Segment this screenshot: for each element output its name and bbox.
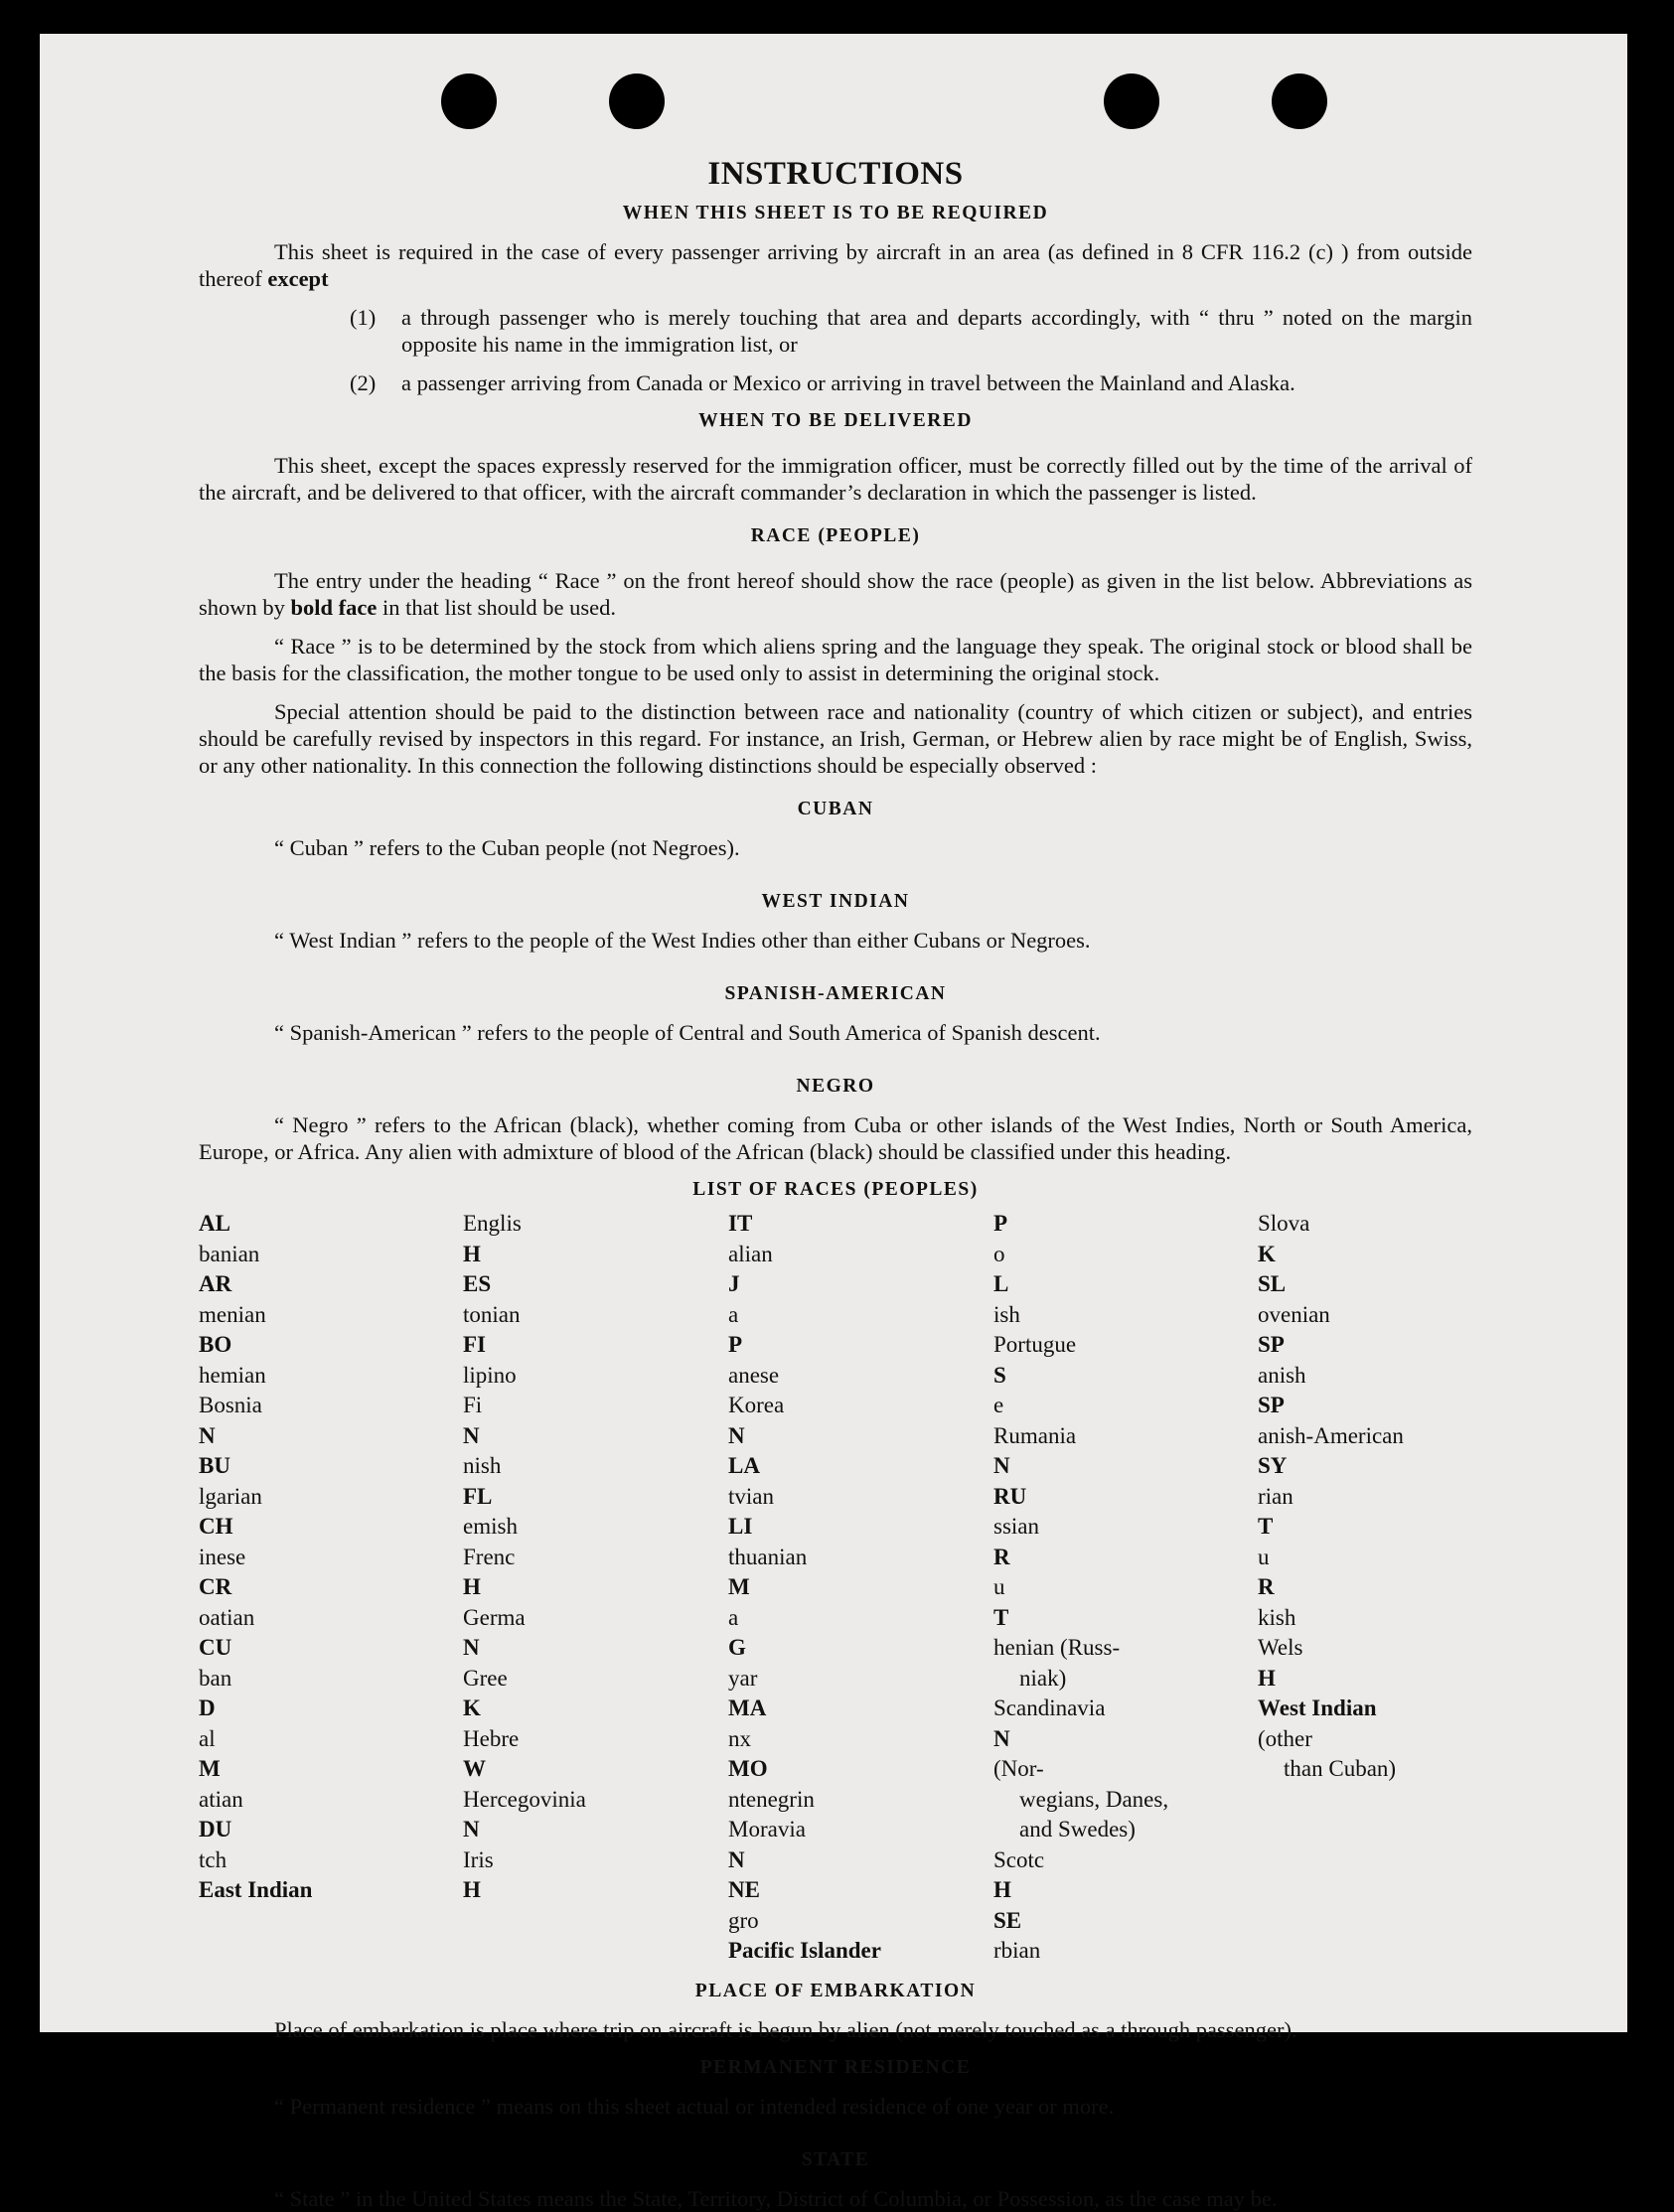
race-text: alian	[728, 1241, 773, 1266]
punch-hole	[441, 74, 497, 129]
race-entry	[199, 1815, 463, 1875]
race-abbrev: LI	[728, 1514, 753, 1539]
race-text: e	[993, 1393, 1004, 1417]
race-abbrev: P	[993, 1211, 1008, 1236]
exception-item	[350, 304, 1472, 358]
race-text: gro	[728, 1907, 759, 1933]
heading-negro: NEGRO	[796, 1076, 875, 1097]
race-text: ovenian	[1258, 1301, 1330, 1327]
race-abbrev: H	[463, 1241, 481, 1266]
race-abbrev: H	[463, 1877, 481, 1902]
race-entry	[993, 1330, 1258, 1421]
race-text: hemian	[199, 1362, 266, 1388]
race-entry	[993, 1482, 1258, 1543]
race-text: tonian	[463, 1301, 521, 1327]
race-text: rian	[1258, 1483, 1294, 1509]
race-entry	[993, 1845, 1258, 1906]
race-text: lgarian	[199, 1483, 262, 1509]
race-entry	[199, 1875, 463, 1906]
race-text: ish	[993, 1301, 1020, 1327]
race-text: Gree	[463, 1665, 508, 1691]
race-abbrev: N	[993, 1453, 1010, 1478]
race-text: anese	[728, 1362, 780, 1388]
race-entry	[728, 1815, 993, 1875]
heading-race: RACE (PEOPLE)	[750, 525, 921, 546]
race-entry	[463, 1664, 728, 1724]
race-text: Rumania	[993, 1422, 1077, 1448]
race-abbrev: D	[199, 1696, 216, 1720]
para-west-indian: “ West Indian ” refers to the people of the West Indies other than either Cubans or Negroes.	[274, 928, 1091, 953]
race-text: ssian	[993, 1514, 1039, 1539]
race-entry	[1258, 1330, 1472, 1391]
race-abbrev: G	[728, 1635, 746, 1660]
para-race-2: “ Race ” is to be determined by the stock from which aliens spring and the language they speak. The original stock or blood shall be the basis for the classification, the mother tongue to be used only to assist in determining the original stock.	[199, 634, 1472, 685]
race-text: Englis	[463, 1211, 522, 1236]
para-when-required: This sheet is required in the case of every passenger arriving by aircraft in an area (as defined in 8 CFR 116.2 (c) ) from outside thereof except	[199, 239, 1472, 291]
race-entry	[993, 1815, 1258, 1845]
race-text: than Cuban)	[1284, 1756, 1397, 1781]
race-entry	[993, 1209, 1258, 1330]
race-text: inese	[199, 1544, 246, 1569]
race-entry	[463, 1785, 728, 1845]
race-abbrev: ES	[463, 1271, 492, 1296]
race-entry	[1258, 1391, 1472, 1451]
race-text: anish	[1258, 1362, 1306, 1388]
race-text: henian (Russ-	[993, 1635, 1121, 1660]
race-abbrev: M	[728, 1574, 750, 1599]
race-entry	[1258, 1512, 1472, 1633]
para-race-1: The entry under the heading “ Race ” on the front hereof should show the race (people) as given in the list below. Abbreviations as shown by bold face in that list should be used.	[199, 568, 1472, 620]
race-text: kish	[1258, 1604, 1296, 1630]
race-entry	[1258, 1694, 1472, 1754]
race-abbrev: N	[993, 1725, 1010, 1751]
race-entry	[993, 1694, 1258, 1785]
race-entry	[993, 1543, 1258, 1664]
race-entry	[199, 1572, 463, 1633]
race-abbrev: CU	[199, 1635, 232, 1660]
race-entry	[463, 1724, 728, 1785]
para-spanish-american: “ Spanish-American ” refers to the people of Central and South America of Spanish descent.	[274, 1020, 1101, 1045]
race-abbrev: RU	[993, 1483, 1027, 1509]
race-text: rbian	[993, 1938, 1041, 1963]
race-text: lipino	[463, 1362, 517, 1388]
race-entry	[728, 1572, 993, 1694]
race-text: Korea	[728, 1393, 785, 1417]
race-entry	[728, 1512, 993, 1572]
race-abbrev: East Indian	[199, 1877, 313, 1902]
race-entry	[463, 1391, 728, 1482]
race-abbrev: West Indian	[1258, 1696, 1377, 1720]
race-text: a	[728, 1301, 739, 1327]
race-entry	[1258, 1451, 1472, 1512]
races-column	[993, 1209, 1258, 1967]
race-entry	[728, 1269, 993, 1391]
race-abbrev: CH	[199, 1514, 233, 1539]
heading-permanent-residence: PERMANENT RESIDENCE	[699, 2056, 972, 2078]
race-abbrev: S	[993, 1362, 1006, 1388]
race-text: u	[993, 1574, 1005, 1599]
race-abbrev: N	[728, 1846, 745, 1872]
race-abbrev: SP	[1258, 1332, 1285, 1357]
punch-hole	[1272, 74, 1327, 129]
race-entry	[199, 1694, 463, 1815]
race-text: menian	[199, 1301, 266, 1327]
race-abbrev: MA	[728, 1696, 767, 1720]
race-text: u	[1258, 1544, 1270, 1569]
race-entry	[463, 1482, 728, 1543]
race-text: Fi	[463, 1393, 483, 1417]
race-abbrev: Pacific Islander	[728, 1938, 881, 1963]
race-entry	[199, 1209, 463, 1269]
race-abbrev: BU	[199, 1453, 230, 1478]
race-abbrev: L	[993, 1271, 1009, 1296]
exception-text: a passenger arriving from Canada or Mexico or arriving in travel between the Mainland and Alaska.	[401, 370, 1295, 395]
race-abbrev: N	[463, 1422, 480, 1448]
exception-item	[350, 369, 1472, 396]
race-text: Hebre	[463, 1725, 520, 1751]
document-page	[40, 34, 1627, 2211]
race-text: wegians, Danes,	[1019, 1786, 1169, 1812]
race-abbrev: SY	[1258, 1453, 1288, 1478]
heading-embarkation: PLACE OF EMBARKATION	[694, 1980, 977, 2001]
race-text: Germa	[463, 1604, 526, 1630]
race-entry	[1258, 1754, 1472, 1785]
race-entry	[463, 1330, 728, 1391]
instructions-body	[199, 157, 1472, 2212]
page-title: INSTRUCTIONS	[707, 156, 964, 192]
race-entry	[728, 1209, 993, 1269]
race-entry	[728, 1936, 993, 1967]
heading-list-of-races: LIST OF RACES (PEOPLES)	[692, 1179, 979, 1200]
race-abbrev: J	[728, 1271, 740, 1296]
race-abbrev: AR	[199, 1271, 232, 1296]
race-text: Slova	[1258, 1211, 1310, 1236]
race-entry	[199, 1633, 463, 1694]
para-cuban: “ Cuban ” refers to the Cuban people (not Negroes).	[274, 835, 740, 860]
race-abbrev: N	[728, 1422, 745, 1448]
race-abbrev: CR	[199, 1574, 232, 1599]
race-text: niak)	[1019, 1665, 1067, 1691]
race-text: Iris	[463, 1846, 494, 1872]
race-text: anish-American	[1258, 1422, 1404, 1448]
race-entry	[728, 1875, 993, 1936]
race-abbrev: R	[1258, 1574, 1275, 1599]
para-permanent-residence: “ Permanent residence ” means on this sheet actual or intended residence of one year or more.	[274, 2093, 1115, 2119]
race-abbrev: LA	[728, 1453, 760, 1478]
para-state: “ State ” in the United States means the State, Territory, District of Columbia, or Possession, as the case may be.	[274, 2185, 1278, 2211]
race-text: Portugue	[993, 1332, 1077, 1357]
race-entry	[993, 1664, 1258, 1695]
race-text: nish	[463, 1453, 502, 1478]
race-text: atian	[199, 1786, 243, 1812]
race-text: ntenegrin	[728, 1786, 815, 1812]
heading-west-indian: WEST INDIAN	[761, 891, 910, 912]
heading-cuban: CUBAN	[797, 799, 874, 819]
race-abbrev: H	[1258, 1665, 1276, 1691]
race-text: and Swedes)	[1019, 1817, 1136, 1842]
para-race-3: Special attention should be paid to the distinction between race and nationality (country of which citizen or subject), and entries should be carefully revised by inspectors in this regard. For instance, an Irish, German, or Hebrew alien by race might be of English, Swiss, or any other nationality. In this connection the following distinctions should be especially observed :	[199, 699, 1472, 778]
race-entry	[199, 1330, 463, 1391]
races-column	[199, 1209, 463, 1967]
races-column	[1258, 1209, 1472, 1967]
race-text: Bosnia	[199, 1393, 262, 1417]
heading-when-required: WHEN THIS SHEET IS TO BE REQUIRED	[622, 203, 1049, 223]
race-abbrev: IT	[728, 1211, 753, 1236]
race-text: ban	[199, 1665, 232, 1691]
race-entry	[463, 1543, 728, 1603]
race-text: o	[993, 1241, 1005, 1266]
race-text: Hercegovinia	[463, 1786, 586, 1812]
race-abbrev: MO	[728, 1756, 768, 1781]
race-entry	[199, 1269, 463, 1330]
race-text: oatian	[199, 1604, 255, 1630]
race-entry	[728, 1451, 993, 1512]
exception-number: (1)	[350, 305, 377, 330]
heading-when-delivered: WHEN TO BE DELIVERED	[698, 410, 973, 431]
race-text: (Nor-	[993, 1756, 1044, 1781]
race-abbrev: T	[1258, 1514, 1274, 1539]
race-text: tvian	[728, 1483, 774, 1509]
race-text: nx	[728, 1725, 751, 1751]
exception-text: a through passenger who is merely touching that area and departs accordingly, with “ thru ” noted on the margin opposite his name in the immigration list, or	[401, 305, 1472, 357]
race-entry	[993, 1906, 1258, 1967]
race-abbrev: H	[463, 1574, 481, 1599]
race-abbrev: BO	[199, 1332, 232, 1357]
race-entry	[463, 1603, 728, 1664]
race-abbrev: M	[199, 1756, 221, 1781]
para-negro: “ Negro ” refers to the African (black), whether coming from Cuba or other islands of the West Indies, North or South America, Europe, or Africa. Any alien with admixture of blood of the African (black) should be classified under this heading.	[199, 1112, 1472, 1164]
race-text: (other	[1258, 1725, 1312, 1751]
races-column	[728, 1209, 993, 1967]
race-abbrev: K	[463, 1696, 481, 1720]
race-entry	[1258, 1269, 1472, 1330]
race-text: emish	[463, 1514, 518, 1539]
races-list	[199, 1209, 1472, 1967]
race-text: banian	[199, 1241, 260, 1266]
race-entry	[199, 1391, 463, 1451]
race-abbrev: N	[463, 1635, 480, 1660]
race-text: al	[199, 1725, 216, 1751]
race-text: yar	[728, 1665, 758, 1691]
race-entry	[463, 1269, 728, 1330]
heading-state: STATE	[801, 2148, 870, 2170]
race-entry	[199, 1512, 463, 1572]
race-abbrev: FL	[463, 1483, 493, 1509]
race-text: a	[728, 1604, 739, 1630]
race-entry	[463, 1209, 728, 1269]
race-abbrev: H	[993, 1877, 1011, 1902]
race-text: Frenc	[463, 1544, 516, 1569]
race-abbrev: K	[1258, 1241, 1276, 1266]
exception-number: (2)	[350, 370, 377, 395]
race-text: Wels	[1258, 1635, 1303, 1660]
race-abbrev: P	[728, 1332, 743, 1357]
race-abbrev: SL	[1258, 1271, 1287, 1296]
heading-spanish-american: SPANISH-AMERICAN	[724, 983, 947, 1004]
race-abbrev: N	[199, 1422, 216, 1448]
para-embarkation: Place of embarkation is place where trip on aircraft is begun by alien (not merely touched as a through passenger).	[274, 2016, 1297, 2042]
race-text: tch	[199, 1846, 228, 1872]
race-abbrev: R	[993, 1544, 1010, 1569]
race-abbrev: AL	[199, 1211, 230, 1236]
race-entry	[728, 1754, 993, 1815]
race-entry	[1258, 1209, 1472, 1269]
race-text: Scotc	[993, 1846, 1045, 1872]
race-text: thuanian	[728, 1544, 808, 1569]
punch-hole	[609, 74, 665, 129]
race-entry	[1258, 1633, 1472, 1694]
race-entry	[463, 1845, 728, 1906]
race-abbrev: N	[463, 1817, 480, 1842]
race-entry	[728, 1391, 993, 1451]
race-abbrev: DU	[199, 1817, 232, 1842]
race-entry	[993, 1421, 1258, 1482]
para-when-delivered: This sheet, except the spaces expressly reserved for the immigration officer, must be correctly filled out by the time of the arrival of the aircraft, and be delivered to that officer, with the aircraft commander’s declaration in which the passenger is listed.	[199, 453, 1472, 505]
race-abbrev: T	[993, 1604, 1009, 1630]
race-entry	[728, 1694, 993, 1754]
race-abbrev: SE	[993, 1907, 1022, 1933]
race-abbrev: W	[463, 1756, 486, 1781]
race-entry	[993, 1785, 1258, 1816]
races-column	[463, 1209, 728, 1967]
race-abbrev: FI	[463, 1332, 486, 1357]
race-text: Scandinavia	[993, 1696, 1106, 1720]
race-abbrev: NE	[728, 1877, 760, 1902]
punch-hole	[1104, 74, 1159, 129]
race-entry	[199, 1451, 463, 1512]
race-text: Moravia	[728, 1817, 806, 1842]
race-abbrev: SP	[1258, 1393, 1285, 1417]
